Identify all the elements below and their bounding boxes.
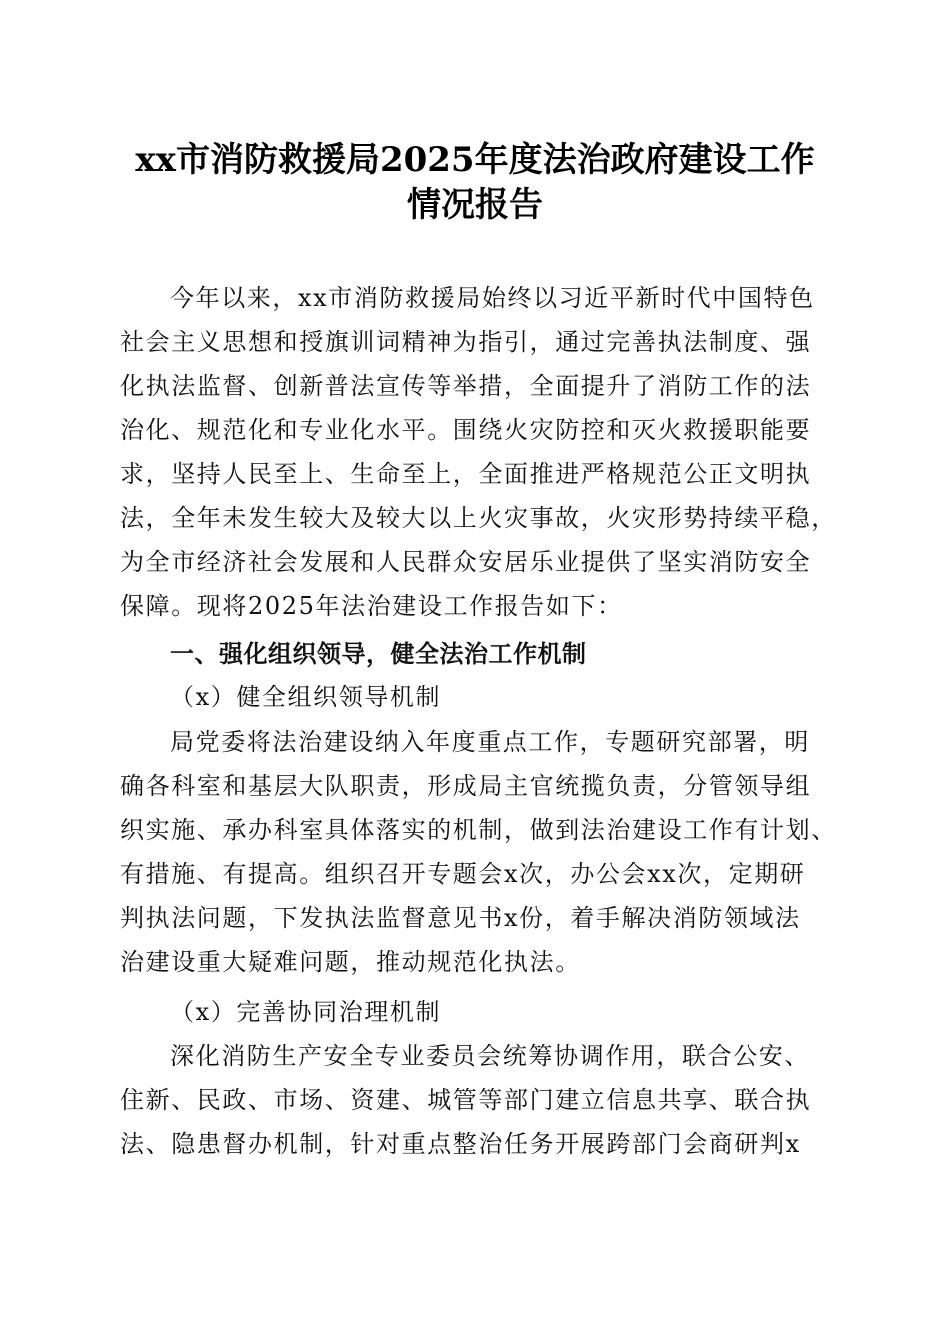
paragraph-line: 化执法监督、创新普法宣传等举措，全面提升了消防工作的法 — [120, 372, 812, 400]
title-line-2: 情况报告 — [407, 185, 543, 225]
paragraph-line: 有措施、有提高。组织召开专题会x次，办公会xx次，定期研 — [120, 860, 806, 888]
paragraph-line: 确各科室和基层大队职责，形成局主官统揽负责，分管领导组 — [120, 772, 812, 800]
paragraph-line: 今年以来，xx市消防救援局始终以习近平新时代中国特色 — [170, 284, 815, 312]
paragraph-line: 织实施、承办科室具体落实的机制，做到法治建设工作有计划、 — [120, 816, 837, 844]
paragraph-line: 求，坚持人民至上、生命至上，全面推进严格规范公正文明执 — [120, 460, 812, 488]
paragraph-line: 深化消防生产安全专业委员会统筹协调作用，联合公安、 — [170, 1042, 810, 1070]
subsection-heading: （x）健全组织领导机制 — [170, 683, 442, 711]
section-heading: 一、强化组织领导，健全法治工作机制 — [170, 639, 587, 668]
paragraph-line: 法，全年未发生较大及较大以上火灾事故，火灾形势持续平稳， — [120, 504, 837, 532]
paragraph-line: 法、隐患督办机制，针对重点整治任务开展跨部门会商研判x — [120, 1130, 801, 1158]
paragraph-line: 住新、民政、市场、资建、城管等部门建立信息共享、联合执 — [120, 1086, 812, 1114]
paragraph-line: 局党委将法治建设纳入年度重点工作，专题研究部署，明 — [170, 728, 810, 756]
paragraph-line: 判执法问题，下发执法监督意见书x份，着手解决消防领域法 — [120, 904, 801, 932]
paragraph-line: 治建设重大疑难问题，推动规范化执法。 — [120, 948, 581, 976]
title-line-1: xx市消防救援局2025年度法治政府建设工作 — [135, 140, 815, 180]
subsection-heading: （x）完善协同治理机制 — [170, 998, 442, 1026]
paragraph-line: 保障。现将2025年法治建设工作报告如下： — [120, 592, 623, 620]
paragraph-line: 治化、规范化和专业化水平。围绕火灾防控和灭火救援职能要 — [120, 416, 812, 444]
paragraph-line: 为全市经济社会发展和人民群众安居乐业提供了坚实消防安全 — [120, 548, 812, 576]
paragraph-line: 社会主义思想和授旗训词精神为指引，通过完善执法制度、强 — [120, 328, 812, 356]
